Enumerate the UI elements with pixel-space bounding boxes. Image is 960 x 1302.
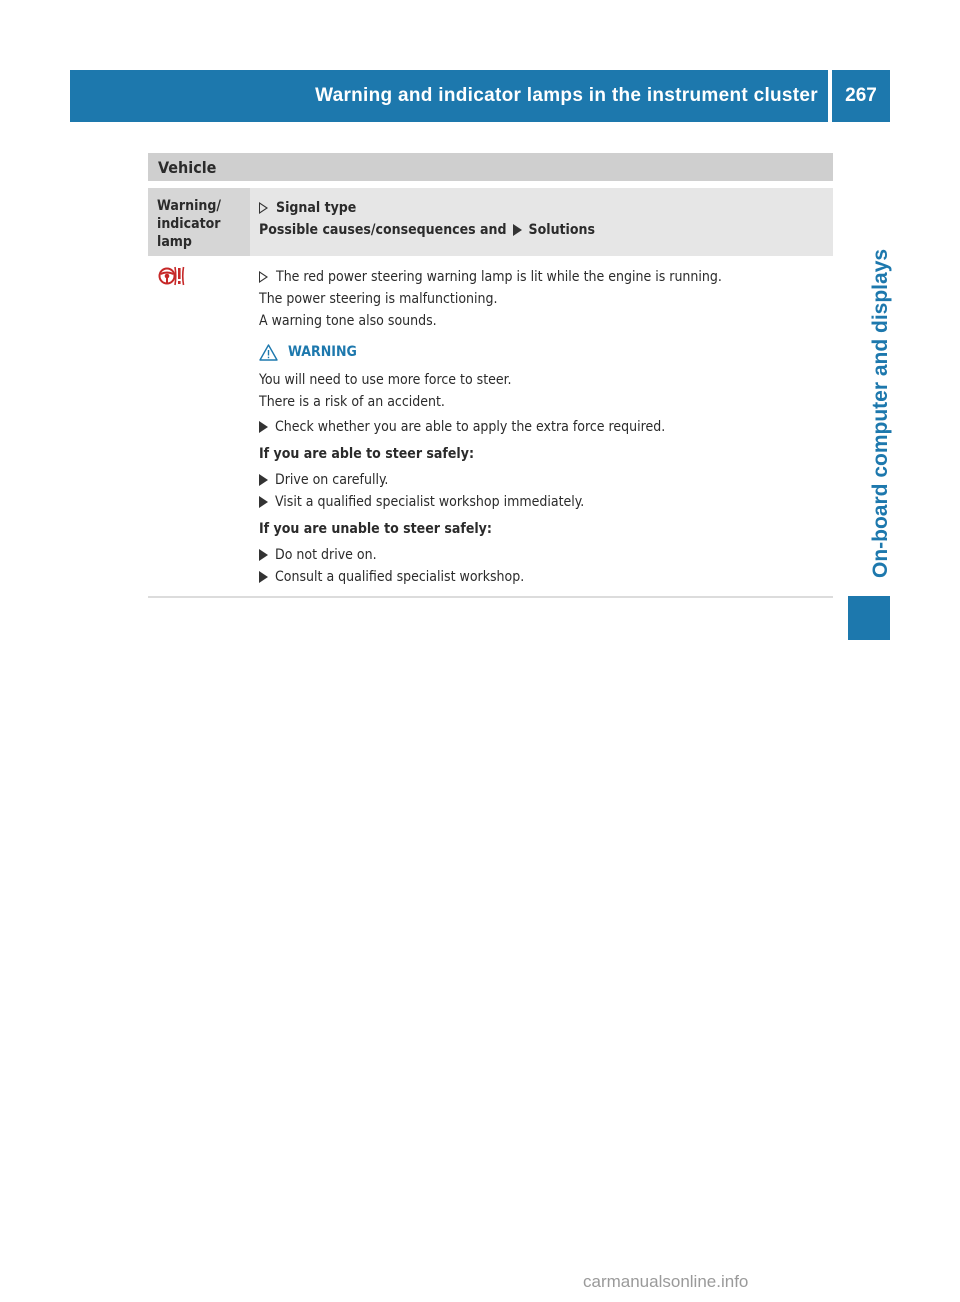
unable-heading: If you are unable to steer safely: bbox=[259, 521, 492, 537]
list-item: Do not drive on. bbox=[259, 544, 829, 566]
action-arrow-icon bbox=[259, 571, 268, 583]
list-item: Visit a qualified specialist workshop immediately. bbox=[259, 491, 829, 513]
row-description bbox=[259, 266, 829, 588]
action-arrow-icon bbox=[259, 549, 268, 561]
warning-triangle-icon bbox=[259, 344, 278, 361]
signal-type-icon bbox=[259, 271, 268, 283]
list-item: Consult a qualified specialist workshop. bbox=[259, 566, 829, 588]
solution-arrow-icon bbox=[513, 224, 522, 236]
table-row bbox=[148, 256, 833, 598]
list-item: Drive on carefully. bbox=[259, 469, 829, 491]
action-arrow-icon bbox=[259, 474, 268, 486]
chapter-tab-marker bbox=[848, 596, 890, 640]
cause-text: A warning tone also sounds. bbox=[259, 313, 437, 329]
action-arrow-icon bbox=[259, 421, 268, 433]
column-header-signal: Signal type bbox=[276, 200, 357, 216]
page-number: 267 bbox=[832, 70, 890, 122]
watermark: carmanualsonline.info bbox=[583, 1272, 749, 1291]
warning-heading bbox=[259, 341, 829, 363]
able-heading: If you are able to steer safely: bbox=[259, 446, 474, 462]
column-header-solutions: Solutions bbox=[528, 222, 595, 238]
table-header bbox=[148, 188, 833, 256]
column-header-causes: Possible causes/consequences and bbox=[259, 222, 507, 238]
signal-text: The red power steering warning lamp is lit while the engine is running. bbox=[276, 269, 722, 285]
action-arrow-icon bbox=[259, 496, 268, 508]
warning-text: You will need to use more force to steer. bbox=[259, 372, 512, 388]
signal-type-icon bbox=[259, 202, 268, 214]
list-item: Check whether you are able to apply the extra force required. bbox=[259, 416, 829, 438]
warning-label: WARNING bbox=[288, 344, 357, 360]
power-steering-warning-icon bbox=[158, 266, 186, 286]
warning-text: There is a risk of an accident. bbox=[259, 394, 445, 410]
column-header-lamp: Warning/ indicator lamp bbox=[148, 188, 250, 256]
section-title: Vehicle bbox=[148, 153, 833, 181]
chapter-tab-label: On-board computer and displays bbox=[869, 248, 892, 578]
page-title: Warning and indicator lamps in the instrument cluster bbox=[315, 85, 818, 106]
header-bar bbox=[70, 70, 828, 122]
cause-text: The power steering is malfunctioning. bbox=[259, 291, 498, 307]
column-header-description bbox=[250, 188, 833, 256]
